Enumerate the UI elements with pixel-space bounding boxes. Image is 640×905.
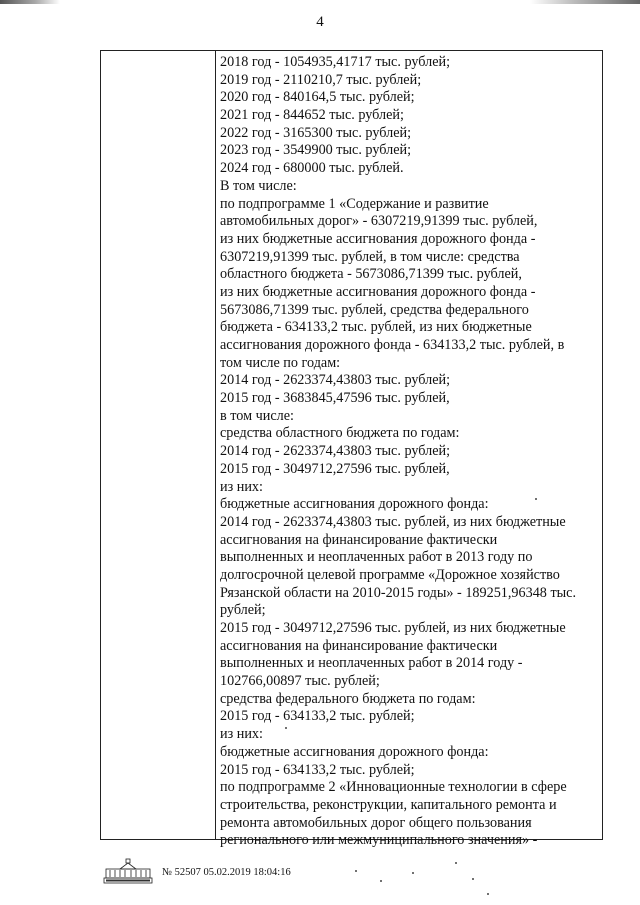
text-line: бюджетные ассигнования дорожного фонда:	[220, 496, 489, 513]
text-line: 2015 год - 3049712,27596 тыс. рублей, из них бюджетные	[220, 620, 566, 636]
scan-speck	[455, 862, 457, 864]
text-line: средства федерального бюджета по годам:	[220, 690, 476, 707]
text-line: 2020 год - 840164,5 тыс. рублей;	[220, 89, 415, 106]
text-line: 2015 год - 634133,2 тыс. рублей;	[220, 708, 415, 725]
scan-speck	[285, 727, 287, 729]
text-line: 2021 год - 844652 тыс. рублей;	[220, 107, 404, 124]
text-line: 2019 год - 2110210,7 тыс. рублей;	[220, 71, 422, 88]
document-table	[100, 50, 603, 849]
text-line: 102766,00897 тыс. рублей;	[220, 673, 380, 690]
government-building-logo	[100, 858, 156, 884]
text-line: 2014 год - 2623374,43803 тыс. рублей;	[220, 372, 451, 389]
scan-speck	[535, 498, 537, 500]
text-line: 2024 год - 680000 тыс. рублей.	[220, 160, 404, 177]
text-line: регионального или межмуниципального значения» -	[220, 832, 538, 849]
text-line: ассигнования на финансирование фактически	[220, 637, 498, 654]
text-line: бюджета - 634133,2 тыс. рублей, из них бюджетные	[220, 319, 532, 336]
text-line: рублей;	[220, 602, 266, 619]
scan-speck	[355, 870, 357, 872]
text-line: 2022 год - 3165300 тыс. рублей;	[220, 124, 412, 141]
text-line: бюджетные ассигнования дорожного фонда:	[220, 743, 489, 760]
text-line: 2015 год - 3049712,27596 тыс. рублей,	[220, 460, 450, 477]
text-line: по подпрограмме 1 «Содержание и развитие	[220, 195, 489, 212]
text-line: 2023 год - 3549900 тыс. рублей;	[220, 142, 412, 159]
text-line: из них бюджетные ассигнования дорожного фонда -	[220, 230, 536, 247]
text-line: из них:	[220, 478, 263, 495]
text-line: выполненных и неоплаченных работ в 2013 году по	[220, 549, 533, 566]
text-line: долгосрочной целевой программе «Дорожное хозяйство	[220, 566, 560, 583]
text-line: 2018 год - 1054935,41717 тыс. рублей;	[220, 54, 451, 70]
registration-stamp: № 52507 05.02.2019 18:04:16	[162, 867, 291, 878]
table-cell-text	[220, 54, 600, 850]
text-line: 6307219,91399 тыс. рублей, в том числе: средства	[220, 248, 520, 265]
text-line: из них бюджетные ассигнования дорожного фонда -	[220, 283, 536, 300]
text-line: строительства, реконструкции, капитального ремонта и	[220, 796, 557, 813]
text-line: 2015 год - 634133,2 тыс. рублей;	[220, 761, 415, 778]
text-line: 2015 год - 3683845,47596 тыс. рублей,	[220, 390, 450, 407]
text-line: по подпрограмме 2 «Инновационные технологии в сфере	[220, 779, 567, 796]
scan-artifact	[530, 0, 640, 4]
text-line: Рязанской области на 2010-2015 годы» - 189251,96348 тыс.	[220, 584, 577, 601]
text-line: автомобильных дорог» - 6307219,91399 тыс. рублей,	[220, 213, 538, 230]
text-line: областного бюджета - 5673086,71399 тыс. рублей,	[220, 266, 522, 283]
text-line: средства областного бюджета по годам:	[220, 425, 460, 442]
text-line: В том числе:	[220, 177, 297, 194]
text-line: в том числе:	[220, 407, 294, 424]
text-line: ассигнования на финансирование фактически	[220, 531, 498, 548]
text-line: том числе по годам:	[220, 354, 341, 371]
text-line: ассигнования дорожного фонда - 634133,2 тыс. рублей, в	[220, 337, 565, 353]
text-line: ремонта автомобильных дорог общего пользования	[220, 814, 532, 831]
text-line: 5673086,71399 тыс. рублей, средства федерального	[220, 301, 529, 318]
text-line: 2014 год - 2623374,43803 тыс. рублей;	[220, 443, 451, 460]
text-line: 2014 год - 2623374,43803 тыс. рублей, из них бюджетные	[220, 513, 566, 530]
scan-speck	[487, 893, 489, 895]
scan-speck	[412, 872, 414, 874]
page-number: 4	[316, 14, 324, 30]
text-line: выполненных и неоплаченных работ в 2014 году -	[220, 655, 523, 672]
scan-speck	[472, 878, 474, 880]
scan-artifact	[0, 0, 60, 4]
column-divider	[215, 51, 216, 839]
scan-speck	[380, 880, 382, 882]
text-line: из них:	[220, 726, 263, 743]
